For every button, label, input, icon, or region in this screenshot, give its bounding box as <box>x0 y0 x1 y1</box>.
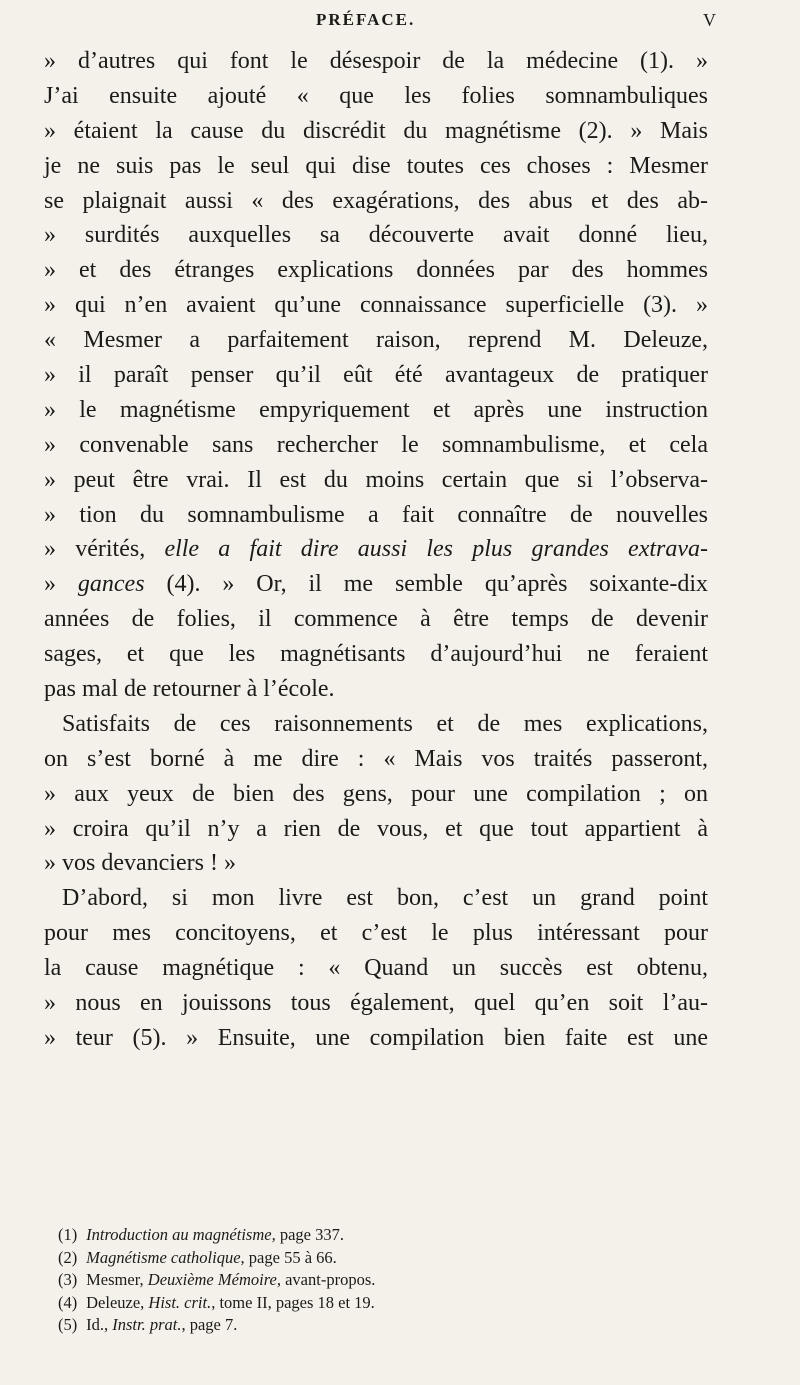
text-line: » teur (5). » Ensuite, une compilation bien faite est une <box>44 1024 708 1051</box>
text-line: » croira qu’il n’y a rien de vous, et que tout appartient à <box>44 815 708 842</box>
text-line: » qui n’en avaient qu’une connaissance superficielle (3). » <box>44 292 708 319</box>
page-number: V <box>703 10 716 30</box>
footnote <box>58 1247 718 1270</box>
footnote-rest: , avant-propos. <box>276 1270 376 1289</box>
running-head: PRÉFACE. <box>316 10 416 29</box>
footnote-number: (4) <box>58 1292 78 1312</box>
italic-run: gances <box>77 571 145 598</box>
page-header <box>0 10 800 40</box>
text-line: pas mal de retourner à l’école. <box>44 676 335 703</box>
text-line: années de folies, il commence à être temps de devenir <box>44 606 708 633</box>
text-run: » vérités, <box>44 536 165 563</box>
footnote-rest: page 337. <box>275 1225 344 1244</box>
text-line: » convenable sans rechercher le somnambulisme, et cela <box>44 431 708 458</box>
text-line: » et des étranges explications données par des hommes <box>44 257 708 284</box>
footnote-author: Deleuze, <box>86 1292 149 1312</box>
text-line: D’abord, si mon livre est bon, c’est un grand point <box>62 885 708 912</box>
text-line: je ne suis pas le seul qui dise toutes ces choses : Mesmer <box>44 152 708 179</box>
footnote-title: Instr. prat. <box>112 1315 182 1334</box>
footnote-author: Mesmer, <box>86 1270 148 1289</box>
footnotes <box>58 1224 718 1337</box>
text-line: » d’autres qui font le désespoir de la médecine (1). » <box>44 48 708 74</box>
footnote-number: (1) <box>58 1225 78 1244</box>
text-line: » le magnétisme empyriquement et après une instruction <box>44 396 708 423</box>
footnote-rest: , page 55 à 66. <box>240 1247 337 1267</box>
footnote-number: (5) <box>58 1315 78 1334</box>
text-line: » vos devanciers ! » <box>44 850 236 877</box>
text-line: J’ai ensuite ajouté « que les folies somnambuliques <box>44 82 708 109</box>
text-line: » il paraît penser qu’il eût été avantageux de pratiquer <box>44 362 708 389</box>
footnote <box>58 1224 718 1247</box>
footnote-rest: , page 7. <box>181 1315 238 1334</box>
text-run: (4). » Or, il me semble qu’après soixante-dix <box>144 571 708 598</box>
text-line: on s’est borné à me dire : « Mais vos traités passeront, <box>44 745 708 772</box>
body-text <box>44 44 708 1056</box>
text-line: » nous en jouissons tous également, quel qu’en soit l’au- <box>44 990 708 1017</box>
text-line: pour mes concitoyens, et c’est le plus intéressant pour <box>44 920 708 947</box>
text-line: sages, et que les magnétisants d’aujourd’hui ne feraient <box>44 641 708 668</box>
text-line: » tion du somnambulisme a fait connaître de nouvelles <box>44 501 708 528</box>
footnote-title: Introduction au magnétisme, <box>86 1225 276 1244</box>
footnote-number: (3) <box>58 1270 78 1289</box>
text-line: » surdités auxquelles sa découverte avait donné lieu, <box>44 222 708 249</box>
text-line: » aux yeux de bien des gens, pour une compilation ; on <box>44 780 708 807</box>
footnote <box>58 1269 718 1292</box>
text-line <box>44 532 708 567</box>
text-line: la cause magnétique : « Quand un succès est obtenu, <box>44 955 708 982</box>
text-line <box>44 567 708 602</box>
text-line: Satisfaits de ces raisonnements et de mes explications, <box>62 710 708 737</box>
footnote-title: Magnétisme catholique <box>86 1247 241 1267</box>
footnote-number: (2) <box>58 1247 78 1267</box>
footnote <box>58 1292 718 1315</box>
footnote-title: Hist. crit. <box>148 1292 212 1312</box>
footnote-title: Deuxième Mémoire <box>147 1270 277 1289</box>
footnote <box>58 1314 718 1337</box>
text-line: » étaient la cause du discrédit du magnétisme (2). » Mais <box>44 117 708 144</box>
italic-run: elle a fait dire aussi les plus grandes extrava- <box>164 536 708 563</box>
text-line: se plaignait aussi « des exagérations, des abus et des ab- <box>44 187 708 214</box>
text-run: » <box>44 571 78 598</box>
footnote-rest: , tome II, pages 18 et 19. <box>211 1292 375 1312</box>
footnote-author: Id., <box>86 1315 113 1334</box>
text-line: » peut être vrai. Il est du moins certain que si l’observa- <box>44 466 708 493</box>
text-line: « Mesmer a parfaitement raison, reprend M. Deleuze, <box>44 327 708 354</box>
